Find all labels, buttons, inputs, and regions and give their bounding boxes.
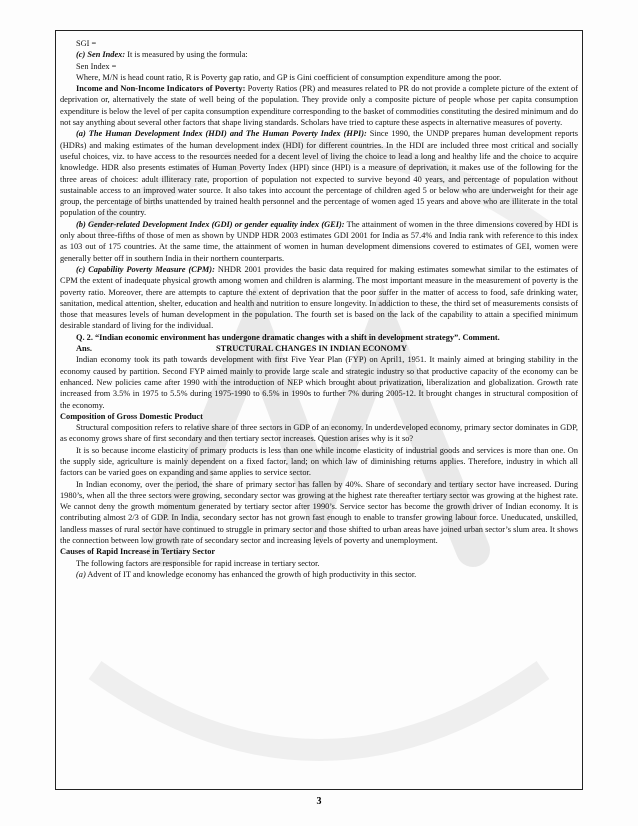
- hdi-paragraph: [60, 128, 578, 218]
- body-paragraph-6: [60, 569, 578, 580]
- body-paragraph-3: It is so because income elasticity of primary products is less than one while income elasticity of industrial goods and services is more than one. On the supply side, agriculture is mainly dependent on a fixed factor, land; on which law of diminishing returns applies. Therefore, industry in which all factors can be varied goes on expanding and same applies to service sector.: [60, 445, 578, 478]
- sen-index-line: [60, 49, 578, 60]
- body-paragraph-1: Indian economy took its path towards development with first Five Year Plan (FYP) on April1, 1951. It mainly aimed at bringing stability in the economy caused by partition. Second FYP aimed mainly to provide large scale and strategic industry so that productive capacity of the economy can be enhanced. New policies came after 1990 with the introduction of NEP which brought about privatization, liberalization and globalization. Growth rate increased from 3.5% in 1975 to 5.5% during 1975-1990 to 6.5% in 1990s to further 7% during 2005-12. It brought changes in structural composition of the economy.: [60, 355, 578, 410]
- cpm-paragraph: [60, 264, 578, 332]
- cpm-text: NHDR 2001 provides the basic data required for making estimates somewhat similar to the estimates of CPM the extent of inadequate physical growth among women and children is alarming. The most important measure in the measurement of poverty is the poverty ratio. Moreover, there are attempts to capture the extent of deprivation that the poor suffer in the matter of access to food, safe drinking water, sanitation, medical attention, shelter, education and health and nutrition to ensure longevity. In addiction to these, the third set of measurements consists of those that measures levels of human development in the population. The fourth set is based on the lack of the capability to attain a specified minimum desirable standard of living for the individual.: [60, 264, 579, 331]
- page-number: 3: [316, 796, 322, 807]
- item-a-label: (a): [76, 569, 86, 579]
- section-heading-tertiary: Causes of Rapid Increase in Tertiary Sector: [60, 547, 216, 557]
- gei-label: (b) Gender-related Development Index (GDI) or gender equality index (GEI):: [76, 219, 345, 229]
- body-paragraph-2: Structural composition refers to relative share of three sectors in GDP of an economy. In underdeveloped economy, primary sector dominates in GDP, as economy grows share of first secondary and then tertiary sector increases. Question arises why is it so?: [60, 423, 578, 444]
- item-a-text: Advent of IT and knowledge economy has enhanced the growth of high productivity in this sector.: [85, 569, 417, 579]
- sen-index-formula: Sen Index =: [76, 61, 117, 71]
- answer-heading-row: [60, 343, 578, 354]
- question-2: Q. 2. “Indian economic environment has undergone dramatic changes with a shift in development strategy”. Comment.: [76, 332, 500, 342]
- body-paragraph-5: The following factors are responsible for rapid increase in tertiary sector.: [76, 558, 320, 568]
- hdi-label: (a) The Human Development Index (HDI) and The Human Poverty Index (HPI):: [76, 129, 367, 139]
- answer-label: Ans.: [76, 344, 92, 354]
- hdi-text: Since 1990, the UNDP prepares human development reports (HDRs) and making estimates of the human development index (HDI) for different countries. In the HDI are included three most critical and socially useful choices, viz. to have access to the resources needed for a decent level of living the choice to lead a long and healthy life and the choice to acquire knowledge. HDR also presents estimates of Human Poverty Index (HPI) since (HPI) is a measure of deprivation, it makes use of the following for the three areas of choices: adult illiteracy rate, proportion of population not expected to survive beyond 40 years, and percentage of population without sustainable access to an improved water source. It also takes into account the percentage of children aged 5 or below who are underweight for their age group, the percentage of births unattended by trained health personnel and the percentage of women aged 15 years and above who are illiterate in the total population of the country.: [60, 129, 578, 218]
- gei-text: The attainment of women in the three dimensions covered by HDI is only about three-fifths of those of men as shown by UNDP HDR 2003 estimates GDI 2001 for India as 57.4% and India rank with reference to this index as 103 out of 175 countries. At the same time, the attainment of women in human development dimensions covered to estimates of GEI, women were generally better off in southern India in their northern counterparts.: [60, 219, 578, 263]
- body-paragraph-4: In Indian economy, over the period, the share of primary sector has fallen by 40%. Share of secondary and tertiary sector have increased. During 1980’s, when all the three sectors were growing, secondary sector was growing at the highest rate thereafter tertiary sector was growing at the highest rate. We cannot deny the growth momentum generated by tertiary sector after 1990’s. Service sector has become the growth driver of Indian economy. It is contributing almost 2/3 of GDP. In India, secondary sector has not grown fast enough to enable to transfer growing labour force. Uneducated, unskilled, landless masses of rural sector have continued to struggle in primary sector and those shifted to urban areas have joined urban sector’s slum area. It shows the connection between low growth rate of secondary sector and increasing levels of poverty and unemployment.: [60, 479, 578, 546]
- cpm-label: (c) Capability Poverty Measure (CPM):: [76, 264, 215, 274]
- income-heading: Income and Non-Income Indicators of Poverty:: [76, 84, 246, 94]
- sen-index-label: (c) Sen Index:: [76, 50, 126, 60]
- income-paragraph: [60, 83, 578, 128]
- sgi-line: SGI =: [76, 39, 97, 48]
- answer-title: STRUCTURAL CHANGES IN INDIAN ECONOMY: [216, 344, 408, 354]
- income-text: Poverty Ratios (PR) and measures related to PR do not provide a complete picture of the extent of deprivation or, alternatively the state of well being of the population. They provide only a composite picture of people whose per capita consumption expenditure is below the level of per capita consumption expenditure corresponding to the basket of commodities constituting the desired minimum and do not say anything about several other factors that shape living standards. Scholars have tried to capture these aspects in alternative measures of poverty.: [60, 84, 578, 128]
- gei-paragraph: [60, 219, 578, 264]
- section-heading-gdp: Composition of Gross Domestic Product: [60, 411, 203, 421]
- page-content: [60, 38, 578, 580]
- sen-index-text: It is measured by using the formula:: [125, 50, 248, 60]
- where-paragraph: Where, M/N is head count ratio, R is Poverty gap ratio, and GP is Gini coefficient of consumption expenditure among the poor.: [76, 72, 502, 82]
